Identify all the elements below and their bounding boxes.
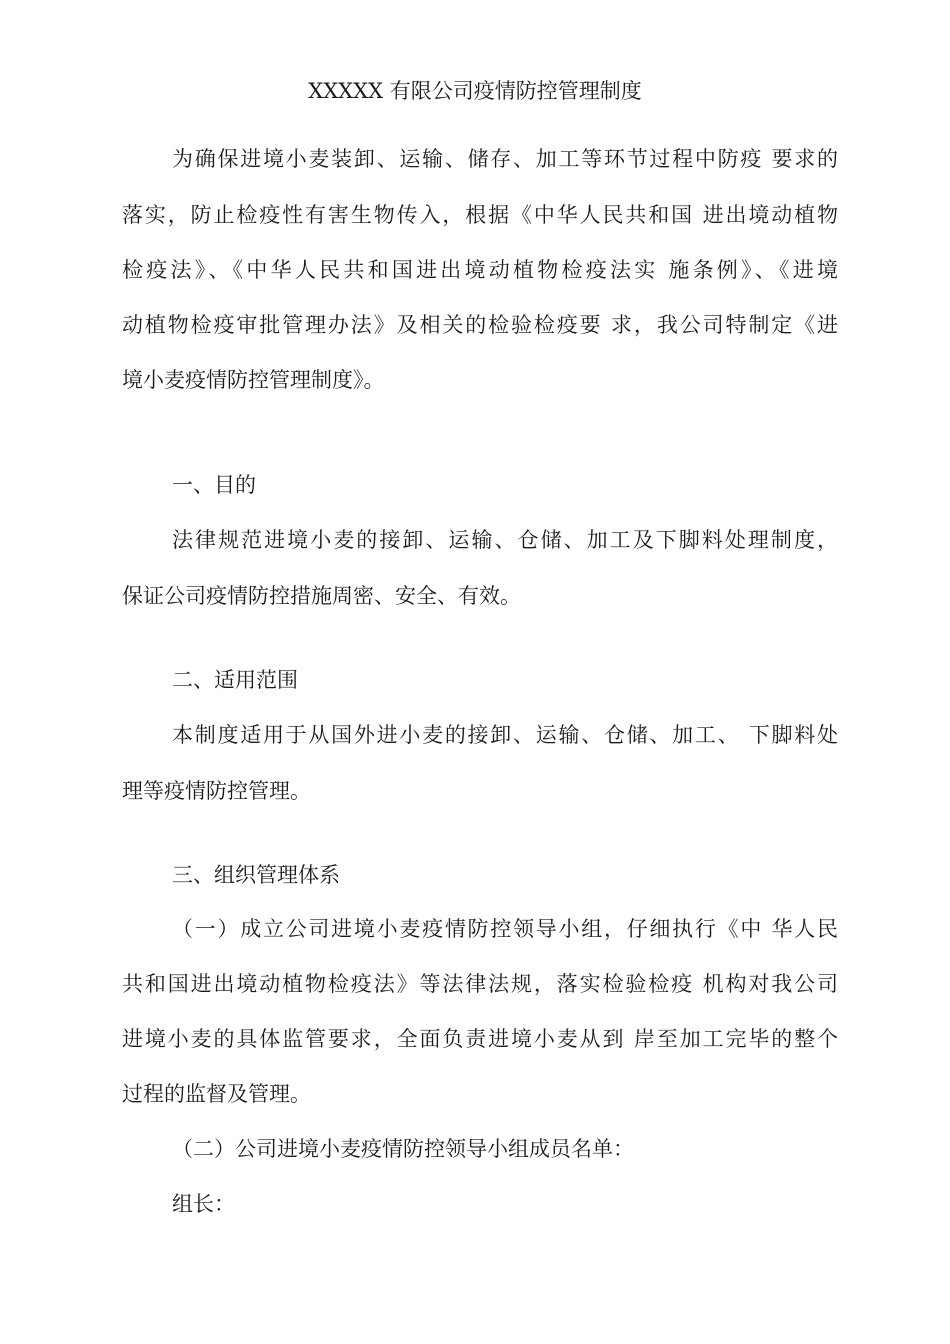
section-heading-purpose: 一、目的 xyxy=(172,473,256,497)
intro-line-5: 境小麦疫情防控管理制度》。 xyxy=(122,368,385,392)
section2-line-1: 本制度适用于从国外进小麦的接卸、运输、仓储、加工、 下脚料处 xyxy=(172,723,838,747)
section3-item1-line-4: 过程的监督及管理。 xyxy=(122,1082,311,1106)
section3-item2: （二）公司进境小麦疫情防控领导小组成员名单： xyxy=(172,1137,634,1161)
document-title: XXXXX 有限公司疫情防控管理制度 xyxy=(308,79,642,103)
leader-label: 组长： xyxy=(172,1192,235,1216)
section1-line-2: 保证公司疫情防控措施周密、安全、有效。 xyxy=(122,584,521,608)
section-heading-organization: 三、组织管理体系 xyxy=(172,863,340,887)
section1-line-1: 法律规范进境小麦的接卸、运输、仓储、加工及下脚料处理制度， xyxy=(172,528,838,552)
section2-line-2: 理等疫情防控管理。 xyxy=(122,779,311,803)
intro-line-3: 检疫法》、《中华人民共和国进出境动植物检疫法实 施条例》、《进境 xyxy=(122,258,838,282)
section3-item1-line-3: 进境小麦的具体监管要求，全面负责进境小麦从到 岸至加工完毕的整个 xyxy=(122,1027,838,1051)
section3-item1-line-1: （一）成立公司进境小麦疫情防控领导小组，仔细执行《中 华人民 xyxy=(172,917,838,941)
intro-line-2: 落实，防止检疫性有害生物传入，根据《中华人民共和国 进出境动植物 xyxy=(122,203,838,227)
section-heading-scope: 二、适用范围 xyxy=(172,668,298,692)
intro-line-1: 为确保进境小麦装卸、运输、储存、加工等环节过程中防疫 要求的 xyxy=(172,147,838,171)
section3-item1-line-2: 共和国进出境动植物检疫法》等法律法规，落实检验检疫 机构对我公司 xyxy=(122,972,838,996)
intro-line-4: 动植物检疫审批管理办法》及相关的检验检疫要 求，我公司特制定《进 xyxy=(122,313,838,337)
